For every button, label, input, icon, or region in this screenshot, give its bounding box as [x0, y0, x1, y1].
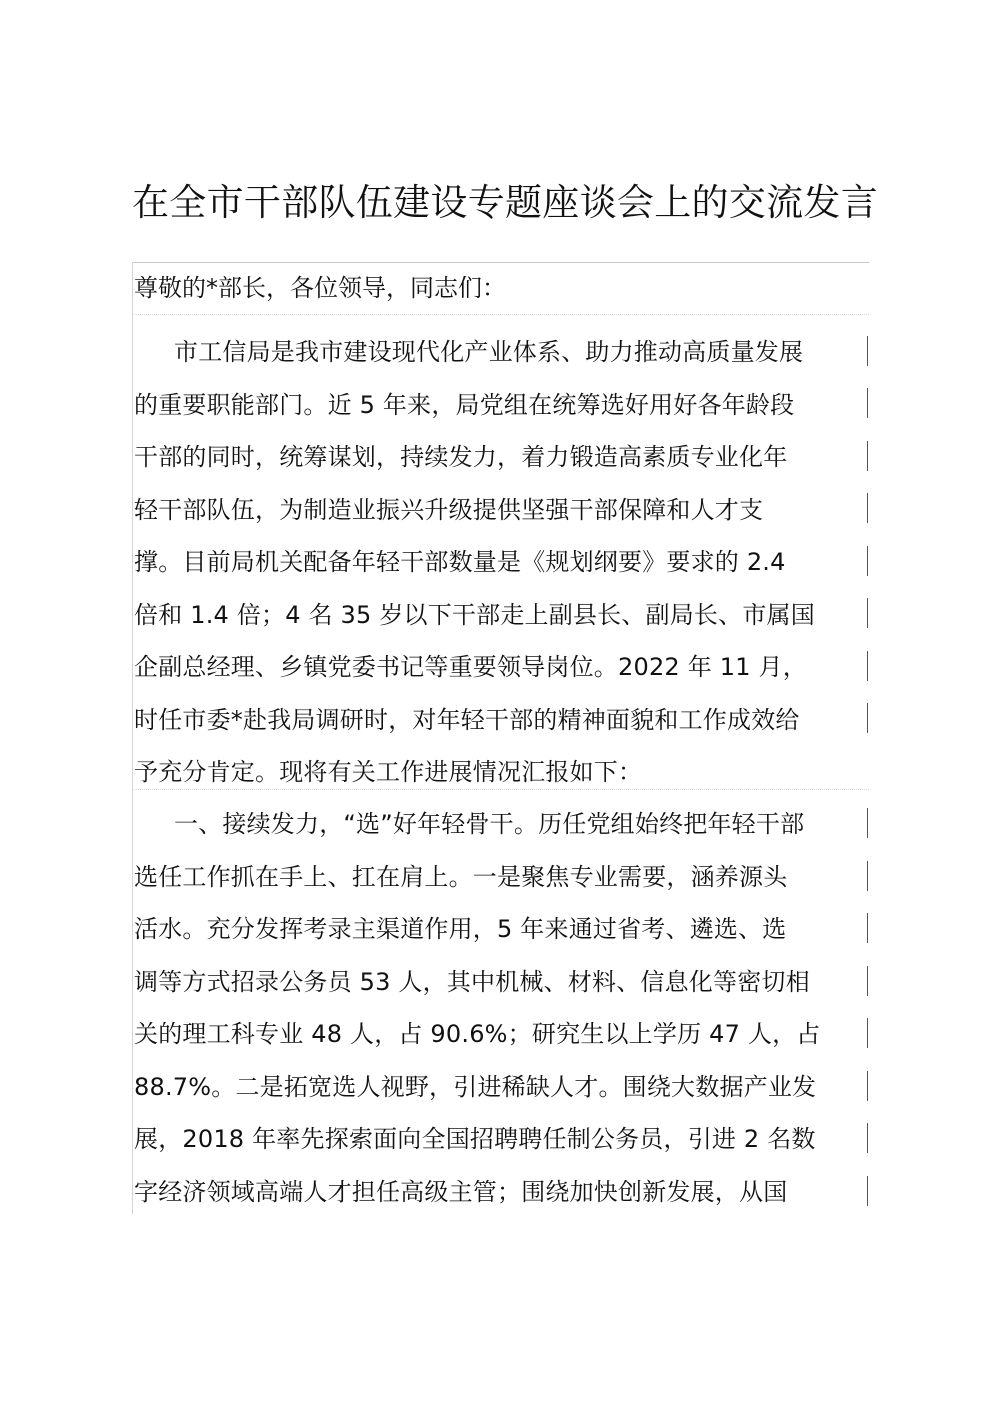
- margin-guide-line: [132, 262, 133, 1214]
- body-paragraph: [134, 798, 872, 1218]
- text-line: 的重要职能部门。近 5 年来，局党组在统筹选好用好各年龄段: [134, 390, 795, 419]
- text-line: 撑。目前局机关配备年轻干部数量是《规划纲要》要求的 2.4: [134, 548, 786, 576]
- body-paragraph: [134, 326, 872, 799]
- divider-line: [132, 262, 869, 263]
- text-line: 倍和 1.4 倍；4 名 35 岁以下干部走上副县长、副局长、市属国: [134, 600, 815, 629]
- text-line: 一、接续发力，“选”好年轻骨干。历任党组始终把年轻干部: [174, 810, 805, 838]
- text-line: 轻干部队伍，为制造业振兴升级提供坚强干部保障和人才支: [134, 495, 764, 524]
- text-line: 予充分肯定。现将有关工作进展情况汇报如下：: [134, 758, 643, 786]
- text-line: 选任工作抓在手上、扛在肩上。一是聚焦专业需要，涵养源头: [134, 862, 788, 891]
- text-line: 企副总经理、乡镇党委书记等重要领导岗位。2022 年 11 月，: [134, 653, 807, 681]
- text-line: 活水。充分发挥考录主渠道作用，5 年来通过省考、遴选、选: [134, 915, 787, 943]
- text-line: 调等方式招录公务员 53 人，其中机械、材料、信息化等密切相: [134, 967, 810, 996]
- salutation: 尊敬的*部长，各位领导，同志们：: [134, 274, 506, 302]
- text-line: 关的理工科专业 48 人，占 90.6%；研究生以上学历 47 人，占: [134, 1020, 821, 1048]
- text-line: 干部的同时，统筹谋划，持续发力，着力锻造高素质专业化年: [134, 443, 788, 471]
- paragraph-separator: [132, 314, 869, 315]
- text-line: 市工信局是我市建设现代化产业体系、助力推动高质量发展: [174, 338, 804, 366]
- text-line: 88.7%。二是拓宽选人视野，引进稀缺人才。围绕大数据产业发: [134, 1072, 817, 1101]
- text-line: 字经济领域高端人才担任高级主管；围绕加快创新发展，从国: [134, 1177, 788, 1206]
- document-title: 在全市干部队伍建设专题座谈会上的交流发言: [132, 181, 878, 224]
- text-line: 时任市委*赴我局调研时，对年轻干部的精神面貌和工作成效给: [134, 705, 800, 734]
- text-line: 展，2018 年率先探索面向全国招聘聘任制公务员，引进 2 名数: [134, 1125, 816, 1153]
